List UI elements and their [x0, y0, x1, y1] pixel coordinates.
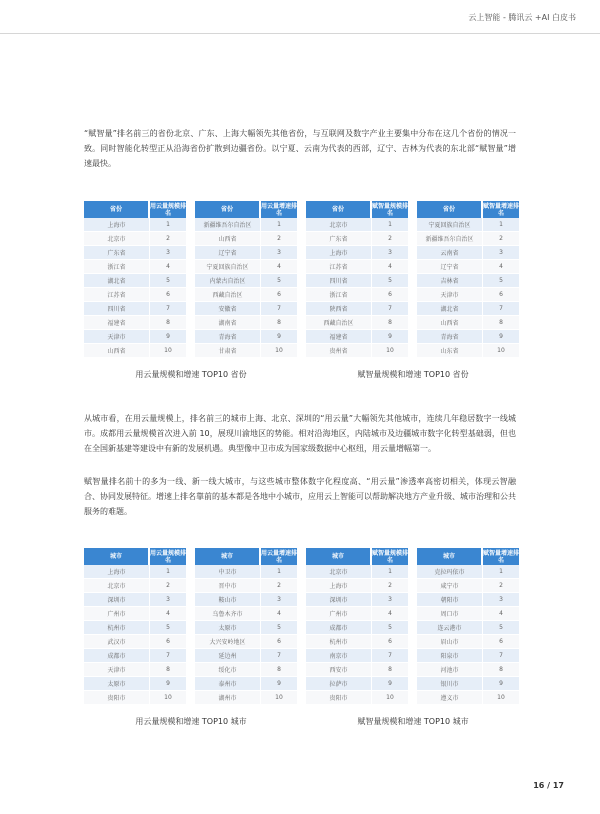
table-province-cloud-growth	[195, 201, 297, 358]
region-name-cell: 北京市	[306, 218, 371, 232]
table-header-row	[306, 548, 408, 565]
rank-cell: 3	[149, 246, 186, 260]
region-name-cell: 宁夏回族自治区	[195, 260, 260, 274]
region-name-cell: 上海市	[84, 218, 149, 232]
region-name-cell: 广东省	[84, 246, 149, 260]
region-name-cell: 天津市	[417, 288, 482, 302]
region-name-cell: 福建省	[306, 330, 371, 344]
table-row	[417, 344, 519, 358]
table-row	[84, 330, 186, 344]
rank-cell: 10	[260, 691, 297, 705]
caption-city-cloud: 用云量规模和增速 TOP10 城市	[135, 717, 247, 726]
region-name-cell: 山东省	[417, 344, 482, 358]
region-name-cell: 周口市	[417, 607, 482, 621]
region-name-cell: 太原市	[195, 621, 260, 635]
table-row	[84, 691, 186, 705]
column-header-rank: 赋智量增速排名	[483, 202, 520, 217]
column-header-region: 省份	[417, 201, 482, 218]
column-header-rank: 赋智量规模排名	[372, 202, 409, 217]
table-row	[195, 302, 297, 316]
column-header-region: 省份	[306, 201, 371, 218]
table-row	[195, 344, 297, 358]
table-row	[84, 246, 186, 260]
table-row	[417, 579, 519, 593]
table-row	[84, 593, 186, 607]
table-row	[195, 607, 297, 621]
column-header-rank: 用云量规模排名	[150, 202, 187, 217]
rank-cell: 4	[149, 260, 186, 274]
rank-cell: 4	[482, 607, 519, 621]
rank-cell: 3	[260, 246, 297, 260]
table-row	[306, 677, 408, 691]
region-name-cell: 湖北省	[84, 274, 149, 288]
region-name-cell: 北京市	[84, 579, 149, 593]
table-row	[306, 621, 408, 635]
region-name-cell: 深圳市	[306, 593, 371, 607]
rank-cell: 8	[260, 663, 297, 677]
table-row	[195, 232, 297, 246]
region-name-cell: 河池市	[417, 663, 482, 677]
table-row	[84, 607, 186, 621]
table-row	[84, 344, 186, 358]
table-row	[306, 316, 408, 330]
region-name-cell: 咸宁市	[417, 579, 482, 593]
table-row	[195, 260, 297, 274]
region-name-cell: 青海省	[417, 330, 482, 344]
table-row	[417, 316, 519, 330]
rank-cell: 9	[260, 677, 297, 691]
rank-cell: 7	[149, 649, 186, 663]
table-row	[306, 663, 408, 677]
column-header-region: 城市	[306, 548, 371, 565]
caption-province-cloud: 用云量规模和增速 TOP10 省份	[135, 370, 247, 379]
rank-cell: 8	[482, 663, 519, 677]
table-row	[306, 691, 408, 705]
region-name-cell: 杭州市	[84, 621, 149, 635]
region-name-cell: 青海省	[195, 330, 260, 344]
table-header-row	[417, 201, 519, 218]
region-name-cell: 天津市	[84, 663, 149, 677]
column-header-region: 城市	[417, 548, 482, 565]
rank-cell: 5	[371, 274, 408, 288]
rank-cell: 6	[482, 288, 519, 302]
table-city-ai-growth	[417, 548, 519, 705]
rank-cell: 6	[260, 288, 297, 302]
table-header-row	[195, 548, 297, 565]
paragraph-ai-summary: 赋智量排名前十的多为一线、新一线大城市，与这些城市整体数字化程度高、“用云量”渗透率高密切相关，体现云智融合、协同发展特征。增速上排名靠前的基本都是各地中小城市，应用云上智能可以帮助解决地方产业升级、城市治理和公共服务的难题。	[84, 477, 516, 516]
column-header-rank: 赋智量规模排名	[372, 549, 409, 564]
table-row	[417, 274, 519, 288]
rank-cell: 5	[149, 621, 186, 635]
rank-cell: 8	[482, 316, 519, 330]
table-row	[195, 663, 297, 677]
region-name-cell: 浙江省	[84, 260, 149, 274]
table-header-row	[417, 548, 519, 565]
rank-cell: 4	[371, 260, 408, 274]
region-name-cell: 辽宁省	[195, 246, 260, 260]
table-row	[195, 649, 297, 663]
region-name-cell: 银川市	[417, 677, 482, 691]
rank-cell: 5	[371, 621, 408, 635]
rank-cell: 2	[482, 232, 519, 246]
table-row	[417, 246, 519, 260]
region-name-cell: 中卫市	[195, 565, 260, 579]
region-name-cell: 广州市	[306, 607, 371, 621]
rank-cell: 7	[149, 302, 186, 316]
region-name-cell: 内蒙古自治区	[195, 274, 260, 288]
rank-cell: 2	[371, 232, 408, 246]
region-name-cell: 湖南省	[195, 316, 260, 330]
rank-cell: 5	[260, 274, 297, 288]
table-row	[417, 565, 519, 579]
rank-cell: 10	[371, 344, 408, 358]
table-row	[417, 607, 519, 621]
table-row	[306, 565, 408, 579]
table-row	[306, 232, 408, 246]
rank-cell: 9	[371, 330, 408, 344]
rank-cell: 1	[371, 565, 408, 579]
region-name-cell: 福建省	[84, 316, 149, 330]
rank-cell: 7	[260, 302, 297, 316]
region-name-cell: 乌鲁木齐市	[195, 607, 260, 621]
table-row	[84, 649, 186, 663]
table-row	[84, 302, 186, 316]
rank-cell: 10	[482, 691, 519, 705]
table-row	[195, 677, 297, 691]
rank-cell: 9	[149, 330, 186, 344]
rank-cell: 5	[260, 621, 297, 635]
rank-cell: 6	[482, 635, 519, 649]
rank-cell: 7	[371, 302, 408, 316]
region-name-cell: 深圳市	[84, 593, 149, 607]
table-row	[84, 316, 186, 330]
region-name-cell: 湖北省	[417, 302, 482, 316]
page-number: 16 / 17	[533, 781, 564, 790]
table-row	[84, 635, 186, 649]
region-name-cell: 四川省	[84, 302, 149, 316]
rank-cell: 9	[371, 677, 408, 691]
column-header-rank: 用云量规模排名	[150, 549, 187, 564]
rank-cell: 1	[149, 565, 186, 579]
table-row	[195, 246, 297, 260]
column-header-region: 城市	[195, 548, 260, 565]
rank-cell: 8	[371, 663, 408, 677]
table-row	[195, 621, 297, 635]
table-row	[84, 288, 186, 302]
caption-city-ai: 赋智量规模和增速 TOP10 城市	[357, 717, 469, 726]
rank-cell: 5	[482, 274, 519, 288]
rank-cell: 1	[260, 565, 297, 579]
rank-cell: 10	[371, 691, 408, 705]
table-row	[306, 218, 408, 232]
region-name-cell: 南京市	[306, 649, 371, 663]
rank-cell: 4	[260, 260, 297, 274]
table-header-row	[84, 201, 186, 218]
column-header-region: 省份	[84, 201, 149, 218]
rank-cell: 4	[371, 607, 408, 621]
region-name-cell: 山西省	[84, 344, 149, 358]
region-name-cell: 上海市	[306, 246, 371, 260]
region-name-cell: 连云港市	[417, 621, 482, 635]
region-name-cell: 甘肃省	[195, 344, 260, 358]
rank-cell: 7	[260, 649, 297, 663]
region-name-cell: 延边州	[195, 649, 260, 663]
table-row	[417, 218, 519, 232]
region-name-cell: 阳泉市	[417, 649, 482, 663]
rank-cell: 3	[482, 593, 519, 607]
region-name-cell: 太原市	[84, 677, 149, 691]
region-name-cell: 宁夏回族自治区	[417, 218, 482, 232]
rank-cell: 8	[260, 316, 297, 330]
region-name-cell: 绥化市	[195, 663, 260, 677]
region-name-cell: 遵义市	[417, 691, 482, 705]
table-row	[84, 232, 186, 246]
rank-cell: 2	[260, 232, 297, 246]
region-name-cell: 浙江省	[306, 288, 371, 302]
table-row	[417, 288, 519, 302]
rank-cell: 1	[260, 218, 297, 232]
table-header-row	[84, 548, 186, 565]
region-name-cell: 天津市	[84, 330, 149, 344]
region-name-cell: 西藏自治区	[306, 316, 371, 330]
table-row	[306, 607, 408, 621]
table-row	[306, 344, 408, 358]
rank-cell: 9	[260, 330, 297, 344]
rank-cell: 9	[482, 677, 519, 691]
table-row	[306, 302, 408, 316]
caption-province-ai: 赋智量规模和增速 TOP10 省份	[357, 370, 469, 379]
region-name-cell: 新疆维吾尔自治区	[195, 218, 260, 232]
rank-cell: 2	[260, 579, 297, 593]
rank-cell: 3	[371, 593, 408, 607]
table-row	[306, 260, 408, 274]
rank-cell: 10	[149, 344, 186, 358]
rank-cell: 3	[482, 246, 519, 260]
table-row	[306, 579, 408, 593]
rank-cell: 10	[482, 344, 519, 358]
table-row	[306, 635, 408, 649]
region-name-cell: 克拉玛依市	[417, 565, 482, 579]
rank-cell: 8	[149, 663, 186, 677]
table-row	[306, 649, 408, 663]
rank-cell: 3	[260, 593, 297, 607]
table-row	[306, 246, 408, 260]
rank-cell: 1	[371, 218, 408, 232]
table-row	[84, 565, 186, 579]
rank-cell: 6	[149, 288, 186, 302]
table-row	[84, 663, 186, 677]
table-row	[84, 621, 186, 635]
table-province-ai-scale	[306, 201, 408, 358]
rank-cell: 2	[149, 232, 186, 246]
table-row	[306, 330, 408, 344]
region-name-cell: 新疆维吾尔自治区	[417, 232, 482, 246]
region-name-cell: 吉林省	[417, 274, 482, 288]
column-header-rank: 用云量增速排名	[261, 549, 298, 564]
table-row	[84, 677, 186, 691]
table-city-ai-scale	[306, 548, 408, 705]
region-name-cell: 湖州市	[195, 691, 260, 705]
column-header-region: 城市	[84, 548, 149, 565]
rank-cell: 2	[482, 579, 519, 593]
region-name-cell: 广东省	[306, 232, 371, 246]
table-row	[195, 635, 297, 649]
rank-cell: 6	[371, 288, 408, 302]
table-row	[417, 260, 519, 274]
region-name-cell: 杭州市	[306, 635, 371, 649]
table-row	[417, 621, 519, 635]
table-row	[417, 691, 519, 705]
rank-cell: 7	[482, 649, 519, 663]
rank-cell: 1	[482, 218, 519, 232]
table-row	[195, 691, 297, 705]
header-divider	[0, 33, 600, 34]
region-name-cell: 广州市	[84, 607, 149, 621]
region-name-cell: 北京市	[306, 565, 371, 579]
region-name-cell: 鞍山市	[195, 593, 260, 607]
table-row	[417, 663, 519, 677]
rank-cell: 4	[482, 260, 519, 274]
region-name-cell: 西藏自治区	[195, 288, 260, 302]
region-name-cell: 大兴安岭地区	[195, 635, 260, 649]
rank-cell: 1	[149, 218, 186, 232]
region-name-cell: 贵州省	[306, 344, 371, 358]
table-row	[84, 274, 186, 288]
rank-cell: 6	[260, 635, 297, 649]
rank-cell: 10	[149, 691, 186, 705]
table-row	[195, 579, 297, 593]
table-row	[417, 232, 519, 246]
table-row	[417, 677, 519, 691]
table-row	[306, 288, 408, 302]
rank-cell: 10	[260, 344, 297, 358]
rank-cell: 7	[371, 649, 408, 663]
paragraph-province-summary: “赋智量”排名前三的省份北京、广东、上海大幅领先其他省份，与互联网及数字产业主要集中分布在这几个省份的情况一致。同时智能化转型正从沿海省份扩散到边疆省份。以宁夏、云南为代表的西部，辽宁、吉林为代表的东北部“赋智量”增速最快。	[84, 129, 516, 168]
region-name-cell: 云南省	[417, 246, 482, 260]
table-row	[306, 593, 408, 607]
table-header-row	[195, 201, 297, 218]
rank-cell: 4	[260, 607, 297, 621]
rank-cell: 6	[371, 635, 408, 649]
table-row	[306, 274, 408, 288]
region-name-cell: 安徽省	[195, 302, 260, 316]
table-province-cloud-scale	[84, 201, 186, 358]
rank-cell: 8	[149, 316, 186, 330]
column-header-rank: 赋智量增速排名	[483, 549, 520, 564]
table-row	[417, 593, 519, 607]
table-city-cloud-scale	[84, 548, 186, 705]
region-name-cell: 晋中市	[195, 579, 260, 593]
region-name-cell: 陕西省	[306, 302, 371, 316]
region-name-cell: 山西省	[417, 316, 482, 330]
paragraph-city-summary: 从城市看，在用云量规模上，排名前三的城市上海、北京、深圳的“用云量”大幅领先其他城市，连续几年稳居数字一线城市。成都用云量规模首次进入前 10，展现川渝地区的势能。相对沿海地区，内陆城市及边疆城市数字化转型基础弱，但也在全国新基建等建设中有新的发展机遇。典型像中卫市成为国家级数据中心枢纽，用云量增幅第一。	[84, 414, 516, 453]
table-row	[417, 330, 519, 344]
table-row	[195, 218, 297, 232]
region-name-cell: 江苏省	[306, 260, 371, 274]
table-row	[84, 218, 186, 232]
table-row	[195, 288, 297, 302]
region-name-cell: 成都市	[84, 649, 149, 663]
table-row	[195, 330, 297, 344]
region-name-cell: 眉山市	[417, 635, 482, 649]
rank-cell: 9	[482, 330, 519, 344]
rank-cell: 3	[371, 246, 408, 260]
region-name-cell: 拉萨市	[306, 677, 371, 691]
region-name-cell: 山西省	[195, 232, 260, 246]
table-row	[84, 260, 186, 274]
rank-cell: 2	[149, 579, 186, 593]
rank-cell: 2	[371, 579, 408, 593]
region-name-cell: 北京市	[84, 232, 149, 246]
column-header-rank: 用云量增速排名	[261, 202, 298, 217]
region-name-cell: 泰州市	[195, 677, 260, 691]
rank-cell: 7	[482, 302, 519, 316]
region-name-cell: 江苏省	[84, 288, 149, 302]
region-name-cell: 西安市	[306, 663, 371, 677]
rank-cell: 5	[482, 621, 519, 635]
rank-cell: 5	[149, 274, 186, 288]
region-name-cell: 朝阳市	[417, 593, 482, 607]
region-name-cell: 上海市	[306, 579, 371, 593]
table-row	[195, 565, 297, 579]
table-province-ai-growth	[417, 201, 519, 358]
table-row	[195, 593, 297, 607]
region-name-cell: 四川省	[306, 274, 371, 288]
table-row	[195, 274, 297, 288]
table-city-cloud-growth	[195, 548, 297, 705]
table-header-row	[306, 201, 408, 218]
rank-cell: 6	[149, 635, 186, 649]
region-name-cell: 上海市	[84, 565, 149, 579]
rank-cell: 8	[371, 316, 408, 330]
region-name-cell: 武汉市	[84, 635, 149, 649]
table-row	[84, 579, 186, 593]
region-name-cell: 辽宁省	[417, 260, 482, 274]
rank-cell: 1	[482, 565, 519, 579]
region-name-cell: 贵阳市	[306, 691, 371, 705]
rank-cell: 3	[149, 593, 186, 607]
region-name-cell: 贵阳市	[84, 691, 149, 705]
table-row	[417, 649, 519, 663]
page-header: 云上智能 - 腾讯云 +AI 白皮书	[468, 13, 576, 22]
column-header-region: 省份	[195, 201, 260, 218]
region-name-cell: 成都市	[306, 621, 371, 635]
table-row	[417, 302, 519, 316]
rank-cell: 9	[149, 677, 186, 691]
rank-cell: 4	[149, 607, 186, 621]
table-row	[195, 316, 297, 330]
table-row	[417, 635, 519, 649]
